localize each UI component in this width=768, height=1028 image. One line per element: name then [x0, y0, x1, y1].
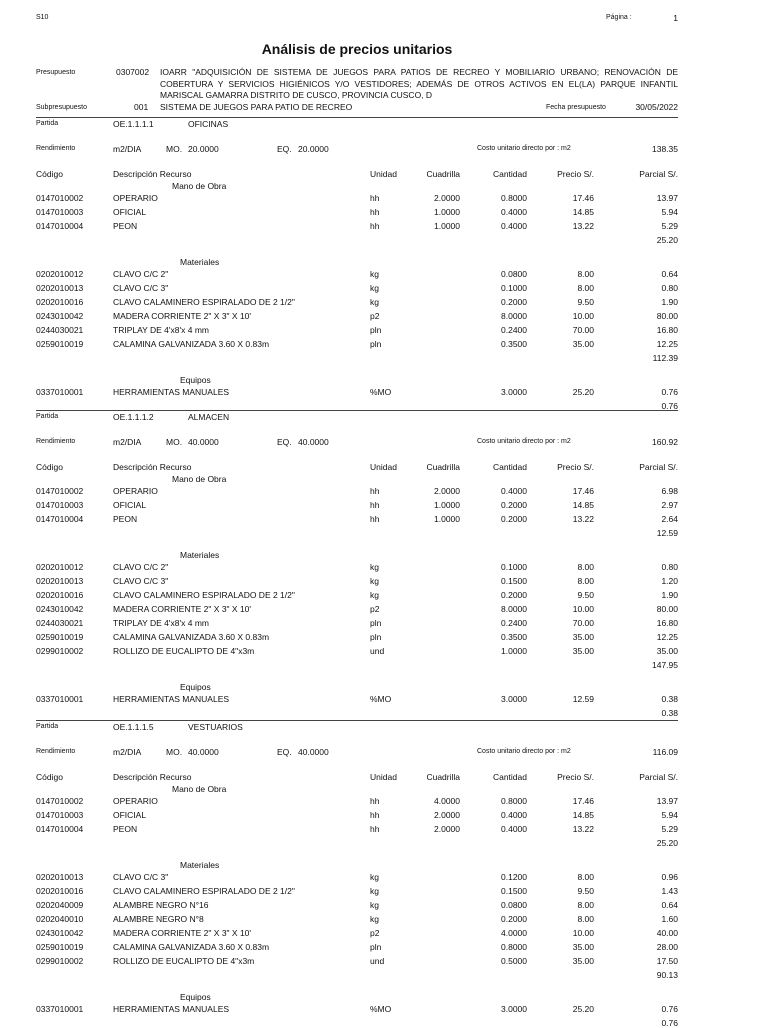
partida-name: VESTUARIOS: [188, 722, 243, 732]
row-parcial: 80.00: [656, 311, 678, 321]
row-unidad: %MO: [370, 1004, 392, 1014]
row-cantidad: 0.4000: [501, 486, 527, 496]
row-parcial: 1.43: [661, 886, 678, 896]
mo-label: MO.: [166, 144, 183, 154]
row-cantidad: 0.2000: [501, 297, 527, 307]
row-parcial: 5.94: [661, 810, 678, 820]
col-header-unidad: Unidad: [370, 169, 397, 179]
row-codigo: 0202010013: [36, 283, 84, 293]
row-descripcion: TRIPLAY DE 4'x8'x 4 mm: [113, 618, 209, 628]
mo-value: 40.0000: [188, 747, 219, 757]
row-parcial: 5.94: [661, 207, 678, 217]
row-cantidad: 0.3500: [501, 632, 527, 642]
section-total: 90.13: [656, 970, 678, 980]
rendimiento-unit: m2/DIA: [113, 437, 142, 447]
col-header-codigo: Código: [36, 772, 63, 782]
row-descripcion: ROLLIZO DE EUCALIPTO DE 4"x3m: [113, 956, 255, 966]
row-codigo: 0244030021: [36, 618, 84, 628]
row-codigo: 0244030021: [36, 325, 84, 335]
row-codigo: 0337010001: [36, 1004, 84, 1014]
partida-label: Partida: [36, 723, 59, 730]
mo-label: MO.: [166, 747, 183, 757]
col-header-precio: Precio S/.: [557, 462, 594, 472]
row-unidad: hh: [370, 207, 380, 217]
rendimiento-unit: m2/DIA: [113, 747, 142, 757]
row-precio: 8.00: [577, 269, 594, 279]
row-codigo: 0202010013: [36, 872, 84, 882]
section-title: Mano de Obra: [172, 181, 227, 191]
row-cantidad: 4.0000: [501, 928, 527, 938]
row-parcial: 12.25: [656, 339, 678, 349]
section-title: Equipos: [180, 375, 211, 385]
row-descripcion: CLAVO CALAMINERO ESPIRALADO DE 2 1/2": [113, 297, 295, 307]
row-precio: 8.00: [577, 576, 594, 586]
row-parcial: 16.80: [656, 618, 678, 628]
row-descripcion: CALAMINA GALVANIZADA 3.60 X 0.83m: [113, 339, 270, 349]
row-cantidad: 0.8000: [501, 796, 527, 806]
section-total: 0.76: [661, 1018, 678, 1028]
row-descripcion: PEON: [113, 824, 138, 834]
row-codigo: 0202040010: [36, 914, 84, 924]
row-codigo: 0147010004: [36, 514, 84, 524]
divider: [36, 720, 678, 721]
row-unidad: hh: [370, 486, 380, 496]
mo-value: 20.0000: [188, 144, 219, 154]
row-cuadrilla: 1.0000: [434, 514, 460, 524]
col-header-cantidad: Cantidad: [492, 772, 527, 782]
row-cantidad: 0.0800: [501, 269, 527, 279]
partida-label: Partida: [36, 413, 59, 420]
col-header-cantidad: Cantidad: [492, 462, 527, 472]
section-total: 112.39: [652, 353, 678, 363]
row-cantidad: 3.0000: [501, 694, 527, 704]
row-codigo: 0202010013: [36, 576, 84, 586]
row-codigo: 0147010002: [36, 796, 84, 806]
page-title: Análisis de precios unitarios: [261, 41, 453, 57]
section-title: Materiales: [180, 860, 220, 870]
row-descripcion: OPERARIO: [113, 486, 158, 496]
row-codigo: 0147010004: [36, 221, 84, 231]
row-unidad: kg: [370, 590, 379, 600]
row-codigo: 0202010016: [36, 297, 84, 307]
col-header-cuadrilla: Cuadrilla: [426, 772, 460, 782]
row-cuadrilla: 4.0000: [434, 796, 460, 806]
row-precio: 13.22: [572, 514, 594, 524]
row-cantidad: 0.2000: [501, 500, 527, 510]
row-cantidad: 0.1200: [501, 872, 527, 882]
section-total: 25.20: [656, 235, 678, 245]
col-header-cuadrilla: Cuadrilla: [426, 462, 460, 472]
row-codigo: 0337010001: [36, 694, 84, 704]
row-parcial: 0.80: [661, 562, 678, 572]
row-parcial: 5.29: [661, 221, 678, 231]
row-precio: 17.46: [572, 486, 594, 496]
row-cantidad: 8.0000: [501, 311, 527, 321]
row-unidad: %MO: [370, 694, 392, 704]
col-header-parcial: Parcial S/.: [639, 169, 678, 179]
row-precio: 8.00: [577, 872, 594, 882]
col-header-codigo: Código: [36, 169, 63, 179]
section-title: Materiales: [180, 550, 220, 560]
rendimiento-label: Rendimiento: [36, 145, 76, 152]
row-precio: 9.50: [577, 590, 594, 600]
row-codigo: 0243010042: [36, 311, 84, 321]
row-codigo: 0147010003: [36, 810, 84, 820]
row-unidad: pln: [370, 339, 382, 349]
eq-label: EQ.: [277, 144, 292, 154]
section-total: 0.38: [661, 708, 678, 718]
row-codigo: 0337010001: [36, 387, 84, 397]
page-label: Página :: [606, 14, 632, 21]
row-cuadrilla: 2.0000: [434, 193, 460, 203]
section-title: Equipos: [180, 682, 211, 692]
row-descripcion: CALAMINA GALVANIZADA 3.60 X 0.83m: [113, 942, 270, 952]
row-codigo: 0147010003: [36, 207, 84, 217]
row-descripcion: OFICIAL: [113, 500, 147, 510]
row-precio: 10.00: [572, 928, 594, 938]
row-codigo: 0243010042: [36, 928, 84, 938]
row-codigo: 0147010002: [36, 486, 84, 496]
row-cantidad: 0.2000: [501, 914, 527, 924]
row-precio: 8.00: [577, 562, 594, 572]
row-precio: 10.00: [572, 604, 594, 614]
fecha-value: 30/05/2022: [635, 102, 678, 112]
rendimiento-label: Rendimiento: [36, 748, 76, 755]
row-cantidad: 0.4000: [501, 221, 527, 231]
row-codigo: 0259010019: [36, 339, 84, 349]
row-parcial: 13.97: [656, 193, 678, 203]
row-cantidad: 1.0000: [501, 646, 527, 656]
row-unidad: pln: [370, 942, 382, 952]
row-parcial: 0.96: [661, 872, 678, 882]
row-precio: 35.00: [572, 646, 594, 656]
row-parcial: 13.97: [656, 796, 678, 806]
row-unidad: kg: [370, 872, 379, 882]
row-codigo: 0299010002: [36, 646, 84, 656]
row-unidad: hh: [370, 824, 380, 834]
row-precio: 17.46: [572, 193, 594, 203]
col-header-precio: Precio S/.: [557, 169, 594, 179]
row-unidad: hh: [370, 500, 380, 510]
row-parcial: 0.76: [661, 387, 678, 397]
row-cantidad: 0.4000: [501, 207, 527, 217]
row-parcial: 16.80: [656, 325, 678, 335]
row-precio: 35.00: [572, 956, 594, 966]
row-precio: 35.00: [572, 942, 594, 952]
row-precio: 17.46: [572, 796, 594, 806]
row-cantidad: 0.1500: [501, 576, 527, 586]
subpresupuesto-description: SISTEMA DE JUEGOS PARA PATIO DE RECREO: [160, 102, 353, 112]
row-cuadrilla: 1.0000: [434, 207, 460, 217]
eq-value: 20.0000: [298, 144, 329, 154]
row-precio: 13.22: [572, 221, 594, 231]
row-parcial: 0.64: [661, 269, 678, 279]
row-parcial: 0.80: [661, 283, 678, 293]
row-cantidad: 0.1000: [501, 283, 527, 293]
row-cantidad: 0.8000: [501, 193, 527, 203]
col-header-descripcion: Descripción Recurso: [113, 772, 192, 782]
row-unidad: kg: [370, 283, 379, 293]
row-cantidad: 0.2000: [501, 590, 527, 600]
eq-value: 40.0000: [298, 437, 329, 447]
row-descripcion: MADERA CORRIENTE 2" X 3" X 10': [113, 604, 252, 614]
row-codigo: 0202010012: [36, 269, 84, 279]
row-cantidad: 3.0000: [501, 387, 527, 397]
costo-value: 116.09: [652, 747, 678, 757]
row-precio: 8.00: [577, 283, 594, 293]
partida-name: OFICINAS: [188, 119, 229, 129]
section-title: Equipos: [180, 992, 211, 1002]
row-parcial: 1.60: [661, 914, 678, 924]
row-descripcion: OPERARIO: [113, 193, 158, 203]
col-header-descripcion: Descripción Recurso: [113, 169, 192, 179]
row-cantidad: 0.0800: [501, 900, 527, 910]
row-parcial: 0.38: [661, 694, 678, 704]
row-precio: 13.22: [572, 824, 594, 834]
row-cantidad: 3.0000: [501, 1004, 527, 1014]
row-unidad: pln: [370, 632, 382, 642]
row-unidad: kg: [370, 900, 379, 910]
section-title: Mano de Obra: [172, 784, 227, 794]
col-header-cantidad: Cantidad: [492, 169, 527, 179]
row-descripcion: ALAMBRE NEGRO N°8: [113, 914, 204, 924]
col-header-descripcion: Descripción Recurso: [113, 462, 192, 472]
row-precio: 25.20: [572, 387, 594, 397]
row-codigo: 0299010002: [36, 956, 84, 966]
mo-value: 40.0000: [188, 437, 219, 447]
row-precio: 10.00: [572, 311, 594, 321]
row-descripcion: CLAVO C/C 3": [113, 283, 169, 293]
row-descripcion: OFICIAL: [113, 207, 147, 217]
row-unidad: %MO: [370, 387, 392, 397]
row-unidad: pln: [370, 325, 382, 335]
col-header-unidad: Unidad: [370, 772, 397, 782]
row-descripcion: HERRAMIENTAS MANUALES: [113, 387, 230, 397]
row-descripcion: CLAVO CALAMINERO ESPIRALADO DE 2 1/2": [113, 886, 295, 896]
row-descripcion: HERRAMIENTAS MANUALES: [113, 1004, 230, 1014]
row-precio: 8.00: [577, 914, 594, 924]
row-unidad: hh: [370, 810, 380, 820]
partida-label: Partida: [36, 120, 59, 127]
row-precio: 14.85: [572, 810, 594, 820]
row-codigo: 0147010002: [36, 193, 84, 203]
row-parcial: 6.98: [661, 486, 678, 496]
row-precio: 14.85: [572, 500, 594, 510]
costo-value: 138.35: [652, 144, 678, 154]
row-unidad: kg: [370, 297, 379, 307]
row-unidad: hh: [370, 221, 380, 231]
row-cantidad: 0.1000: [501, 562, 527, 572]
row-descripcion: CLAVO C/C 2": [113, 562, 169, 572]
row-unidad: p2: [370, 311, 380, 321]
presupuesto-description: IOARR "ADQUISICIÓN DE SISTEMA DE JUEGOS PARA PATIOS DE RECREO Y MOBILIARIO URBANO; RENOVACIÓN DE COBERTURA Y SERVICIOS HIGIÉNICOS Y/O VESTIDORES; ADEMÁS DE OTROS ACTIVOS EN EL(LA) PARQUE INFANTIL MARISCAL GAMARRA DISTRITO DE CUSCO, PROVINCIA CUSCO, D: [160, 67, 678, 100]
row-descripcion: HERRAMIENTAS MANUALES: [113, 694, 230, 704]
row-parcial: 1.90: [661, 297, 678, 307]
row-descripcion: TRIPLAY DE 4'x8'x 4 mm: [113, 325, 209, 335]
row-codigo: 0202040009: [36, 900, 84, 910]
presupuesto-code: 0307002: [116, 67, 150, 77]
col-header-parcial: Parcial S/.: [639, 772, 678, 782]
row-codigo: 0202010012: [36, 562, 84, 572]
row-cantidad: 0.8000: [501, 942, 527, 952]
partida-code: OE.1.1.1.2: [113, 412, 154, 422]
row-descripcion: CLAVO C/C 3": [113, 872, 169, 882]
row-unidad: hh: [370, 193, 380, 203]
row-parcial: 80.00: [656, 604, 678, 614]
row-descripcion: MADERA CORRIENTE 2" X 3" X 10': [113, 928, 252, 938]
row-cantidad: 0.1500: [501, 886, 527, 896]
costo-label: Costo unitario directo por : m2: [477, 145, 571, 152]
partida-code: OE.1.1.1.5: [113, 722, 154, 732]
costo-label: Costo unitario directo por : m2: [477, 748, 571, 755]
row-cuadrilla: 2.0000: [434, 824, 460, 834]
row-cuadrilla: 2.0000: [434, 810, 460, 820]
row-parcial: 0.76: [661, 1004, 678, 1014]
row-parcial: 2.64: [661, 514, 678, 524]
row-codigo: 0259010019: [36, 632, 84, 642]
col-header-cuadrilla: Cuadrilla: [426, 169, 460, 179]
row-unidad: p2: [370, 604, 380, 614]
row-cuadrilla: 1.0000: [434, 221, 460, 231]
presupuesto-label: Presupuesto: [36, 69, 76, 76]
row-cantidad: 0.2400: [501, 618, 527, 628]
row-precio: 9.50: [577, 886, 594, 896]
section-total: 147.95: [652, 660, 678, 670]
row-parcial: 35.00: [656, 646, 678, 656]
row-codigo: 0147010003: [36, 500, 84, 510]
col-header-precio: Precio S/.: [557, 772, 594, 782]
row-parcial: 5.29: [661, 824, 678, 834]
row-cuadrilla: 2.0000: [434, 486, 460, 496]
row-cantidad: 0.5000: [501, 956, 527, 966]
subpresupuesto-label: Subpresupuesto: [36, 104, 87, 111]
eq-label: EQ.: [277, 437, 292, 447]
row-descripcion: CLAVO C/C 3": [113, 576, 169, 586]
row-unidad: pln: [370, 618, 382, 628]
rendimiento-label: Rendimiento: [36, 438, 76, 445]
row-codigo: 0202010016: [36, 590, 84, 600]
row-parcial: 40.00: [656, 928, 678, 938]
row-descripcion: MADERA CORRIENTE 2" X 3" X 10': [113, 311, 252, 321]
row-unidad: kg: [370, 269, 379, 279]
row-unidad: kg: [370, 562, 379, 572]
partida-code: OE.1.1.1.1: [113, 119, 154, 129]
row-precio: 70.00: [572, 618, 594, 628]
section-total: 25.20: [656, 838, 678, 848]
row-precio: 8.00: [577, 900, 594, 910]
section-total: 12.59: [656, 528, 678, 538]
subpresupuesto-code: 001: [134, 102, 149, 112]
row-cantidad: 0.2000: [501, 514, 527, 524]
row-unidad: und: [370, 956, 385, 966]
row-descripcion: OPERARIO: [113, 796, 158, 806]
partida-name: ALMACEN: [188, 412, 230, 422]
row-unidad: p2: [370, 928, 380, 938]
divider: [36, 117, 678, 118]
divider: [36, 410, 678, 411]
row-descripcion: ALAMBRE NEGRO N°16: [113, 900, 209, 910]
row-descripcion: CLAVO CALAMINERO ESPIRALADO DE 2 1/2": [113, 590, 295, 600]
section-title: Mano de Obra: [172, 474, 227, 484]
mo-label: MO.: [166, 437, 183, 447]
row-codigo: 0202010016: [36, 886, 84, 896]
row-parcial: 12.25: [656, 632, 678, 642]
row-unidad: und: [370, 646, 385, 656]
eq-value: 40.0000: [298, 747, 329, 757]
col-header-codigo: Código: [36, 462, 63, 472]
row-precio: 25.20: [572, 1004, 594, 1014]
row-cantidad: 0.2400: [501, 325, 527, 335]
row-cantidad: 0.3500: [501, 339, 527, 349]
row-unidad: hh: [370, 514, 380, 524]
row-descripcion: ROLLIZO DE EUCALIPTO DE 4"x3m: [113, 646, 255, 656]
row-cantidad: 0.4000: [501, 824, 527, 834]
row-codigo: 0147010004: [36, 824, 84, 834]
eq-label: EQ.: [277, 747, 292, 757]
row-parcial: 1.90: [661, 590, 678, 600]
costo-value: 160.92: [652, 437, 678, 447]
row-precio: 35.00: [572, 339, 594, 349]
row-descripcion: PEON: [113, 514, 138, 524]
costo-label: Costo unitario directo por : m2: [477, 438, 571, 445]
row-cuadrilla: 1.0000: [434, 500, 460, 510]
page-number: 1: [673, 13, 678, 23]
row-parcial: 28.00: [656, 942, 678, 952]
row-cantidad: 0.4000: [501, 810, 527, 820]
row-unidad: kg: [370, 914, 379, 924]
row-precio: 14.85: [572, 207, 594, 217]
col-header-parcial: Parcial S/.: [639, 462, 678, 472]
row-parcial: 17.50: [656, 956, 678, 966]
row-descripcion: CLAVO C/C 2": [113, 269, 169, 279]
row-codigo: 0243010042: [36, 604, 84, 614]
row-cantidad: 8.0000: [501, 604, 527, 614]
row-parcial: 2.97: [661, 500, 678, 510]
row-unidad: kg: [370, 886, 379, 896]
report-code: S10: [36, 14, 49, 21]
row-precio: 12.59: [572, 694, 594, 704]
row-descripcion: OFICIAL: [113, 810, 147, 820]
row-descripcion: CALAMINA GALVANIZADA 3.60 X 0.83m: [113, 632, 270, 642]
col-header-unidad: Unidad: [370, 462, 397, 472]
rendimiento-unit: m2/DIA: [113, 144, 142, 154]
row-unidad: hh: [370, 796, 380, 806]
row-descripcion: PEON: [113, 221, 138, 231]
row-unidad: kg: [370, 576, 379, 586]
section-title: Materiales: [180, 257, 220, 267]
row-precio: 70.00: [572, 325, 594, 335]
row-precio: 35.00: [572, 632, 594, 642]
row-parcial: 1.20: [661, 576, 678, 586]
row-codigo: 0259010019: [36, 942, 84, 952]
fecha-label: Fecha presupuesto: [546, 104, 606, 111]
row-parcial: 0.64: [661, 900, 678, 910]
row-precio: 9.50: [577, 297, 594, 307]
section-total: 0.76: [661, 401, 678, 411]
